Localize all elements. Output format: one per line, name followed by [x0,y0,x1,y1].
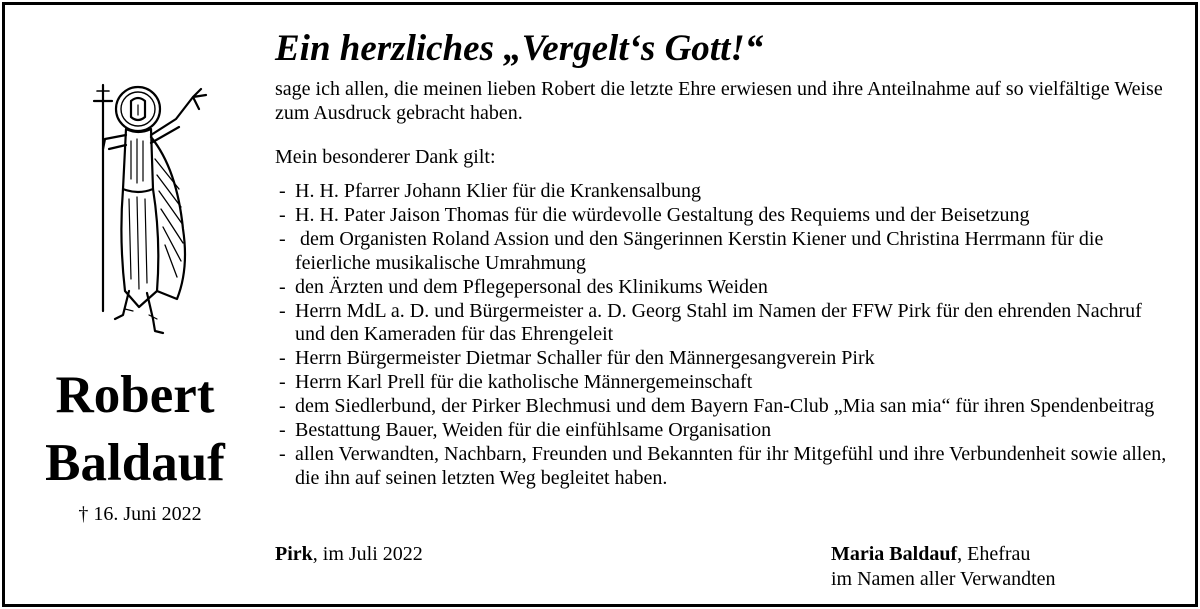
list-dash: - [279,203,286,226]
signature-name: Maria Baldauf [831,543,958,565]
list-item [279,347,1174,371]
list-dash: - [279,395,286,418]
signature-block [831,542,1056,592]
thanks-list [279,180,1174,491]
list-item-text: Herrn MdL a. D. und Bürgermeister a. D. Georg Stahl im Namen der FFW Pirk für den ehrenden Nachruf und den Kameraden für das Ehrengeleit [295,299,1142,346]
signature-line-2: im Namen aller Verwandten [831,568,1056,590]
signature-line-1 [831,542,1056,567]
list-item-text: Bestattung Bauer, Weiden für die einfühlsame Organisation [295,419,772,442]
list-dash: - [279,442,286,465]
left-column [5,5,275,604]
list-item [279,228,1174,276]
list-item-text: Herrn Karl Prell für die katholische Männergemeinschaft [295,371,753,394]
deceased-first-name: Robert [55,366,215,424]
deceased-last-name: Baldauf [45,434,225,492]
list-item-text: dem Siedlerbund, der Pirker Blechmusi und dem Bayern Fan-Club „Mia san mia“ für ihren Spendenbeitrag [295,395,1155,418]
place-town: Pirk [275,543,313,565]
death-date: † 16. Juni 2022 [78,503,202,525]
headline: Ein herzliches „Vergelt‘s Gott!“ [275,28,764,69]
list-item [279,300,1174,348]
list-dash: - [279,371,286,394]
list-dash: - [279,227,286,250]
list-item-text: allen Verwandten, Nachbarn, Freunden und Bekannten für ihr Mitgefühl und ihre Verbundenheit sowie allen, die ihn auf seinen letzten Weg begleitet haben. [295,442,1167,489]
list-item [279,180,1174,204]
list-item [279,371,1174,395]
subhead: Mein besonderer Dank gilt: [275,146,496,168]
intro-text: sage ich allen, die meinen lieben Robert die letzte Ehre erwiesen und ihre Anteilnahme auf so vielfältige Weise zum Ausdruck gebracht haben. [275,78,1163,124]
list-item-text: Herrn Bürgermeister Dietmar Schaller für den Männergesangverein Pirk [295,347,875,370]
notice-frame [2,2,1198,607]
list-item [279,443,1174,491]
list-item-text: H. H. Pater Jaison Thomas für die würdevolle Gestaltung des Requiems und der Beisetzung [295,203,1030,226]
list-item [279,276,1174,300]
place-date: , im Juli 2022 [312,543,423,565]
list-dash: - [279,299,286,322]
list-dash: - [279,180,286,202]
list-dash: - [279,275,286,298]
list-item [279,419,1174,443]
risen-christ-icon [81,79,221,341]
list-dash: - [279,347,286,370]
list-item-text: dem Organisten Roland Assion und den Sängerinnen Kerstin Kiener und Christina Herrmann für die feierliche musikalische Umrahmung [295,227,1109,274]
place-date-line [275,542,423,566]
list-item [279,395,1174,419]
list-item-text: den Ärzten und dem Pflegepersonal des Klinikums Weiden [295,275,768,298]
signature-role: , Ehefrau [957,543,1031,565]
list-item [279,204,1174,228]
list-item-text: H. H. Pfarrer Johann Klier für die Krankensalbung [295,180,701,202]
list-dash: - [279,419,286,442]
